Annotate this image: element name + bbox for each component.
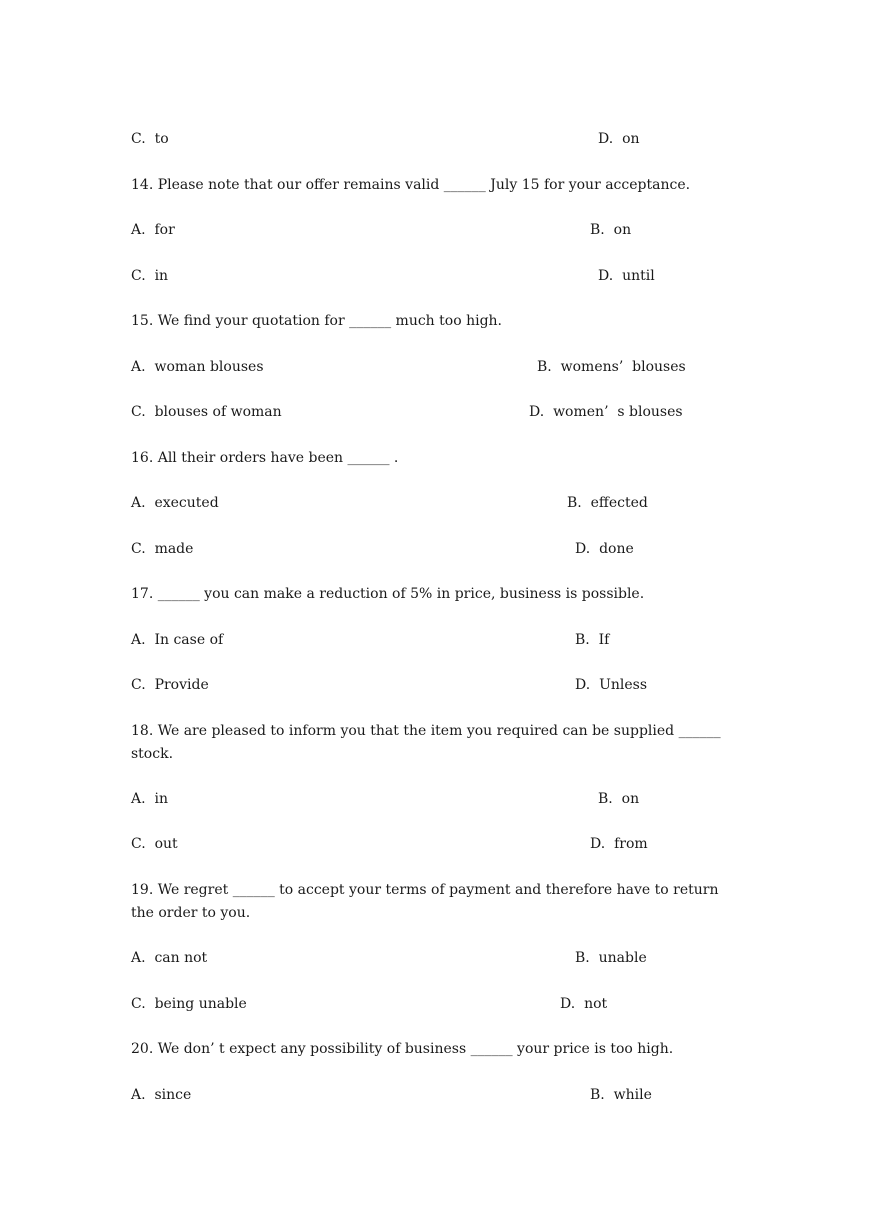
q14-option-c: C. in	[131, 268, 169, 284]
q19-question: 19. We regret ______ to accept your terms of payment and therefore have to return the order to you.	[131, 882, 719, 921]
q17-option-d: D. Unless	[575, 677, 648, 693]
q14-question: 14. Please note that our offer remains valid ______ July 15 for your acceptance.	[131, 177, 691, 193]
q20-question: 20. We don’ t expect any possibility of business ______ your price is too high.	[131, 1041, 674, 1057]
q20-option-b: B. while	[590, 1087, 652, 1103]
q14-option-a: A. for	[131, 222, 175, 238]
q13-option-d: D. on	[598, 131, 640, 147]
q15-option-a: A. woman blouses	[131, 359, 264, 375]
q18-option-a: A. in	[131, 791, 168, 807]
q17-option-a: A. In case of	[131, 632, 224, 648]
q15-question: 15. We find your quotation for ______ much too high.	[131, 313, 502, 329]
q14-option-b: B. on	[590, 222, 632, 238]
q18-option-d: D. from	[590, 836, 648, 852]
q18-option-b: B. on	[598, 791, 640, 807]
q15-option-c: C. blouses of woman	[131, 404, 282, 420]
q16-option-d: D. done	[575, 541, 634, 557]
q16-option-a: A. executed	[131, 495, 219, 511]
q16-question: 16. All their orders have been ______ .	[131, 450, 399, 466]
q17-question: 17. ______ you can make a reduction of 5% in price, business is possible.	[131, 586, 645, 602]
q19-option-b: B. unable	[575, 950, 647, 966]
q13-option-c: C. to	[131, 131, 169, 147]
q16-option-b: B. effected	[567, 495, 648, 511]
q16-option-c: C. made	[131, 541, 194, 557]
q20-option-a: A. since	[131, 1087, 192, 1103]
q17-option-b: B. If	[575, 632, 610, 648]
q17-option-c: C. Provide	[131, 677, 209, 693]
q19-option-d: D. not	[560, 996, 608, 1012]
q15-option-d: D. women’ s blouses	[529, 404, 683, 420]
q18-option-c: C. out	[131, 836, 178, 852]
q15-option-b: B. womens’ blouses	[537, 359, 686, 375]
q19-option-a: A. can not	[131, 950, 208, 966]
q14-option-d: D. until	[598, 268, 655, 284]
q18-question: 18. We are pleased to inform you that the item you required can be supplied ______ stock.	[131, 723, 721, 762]
q19-option-c: C. being unable	[131, 996, 247, 1012]
